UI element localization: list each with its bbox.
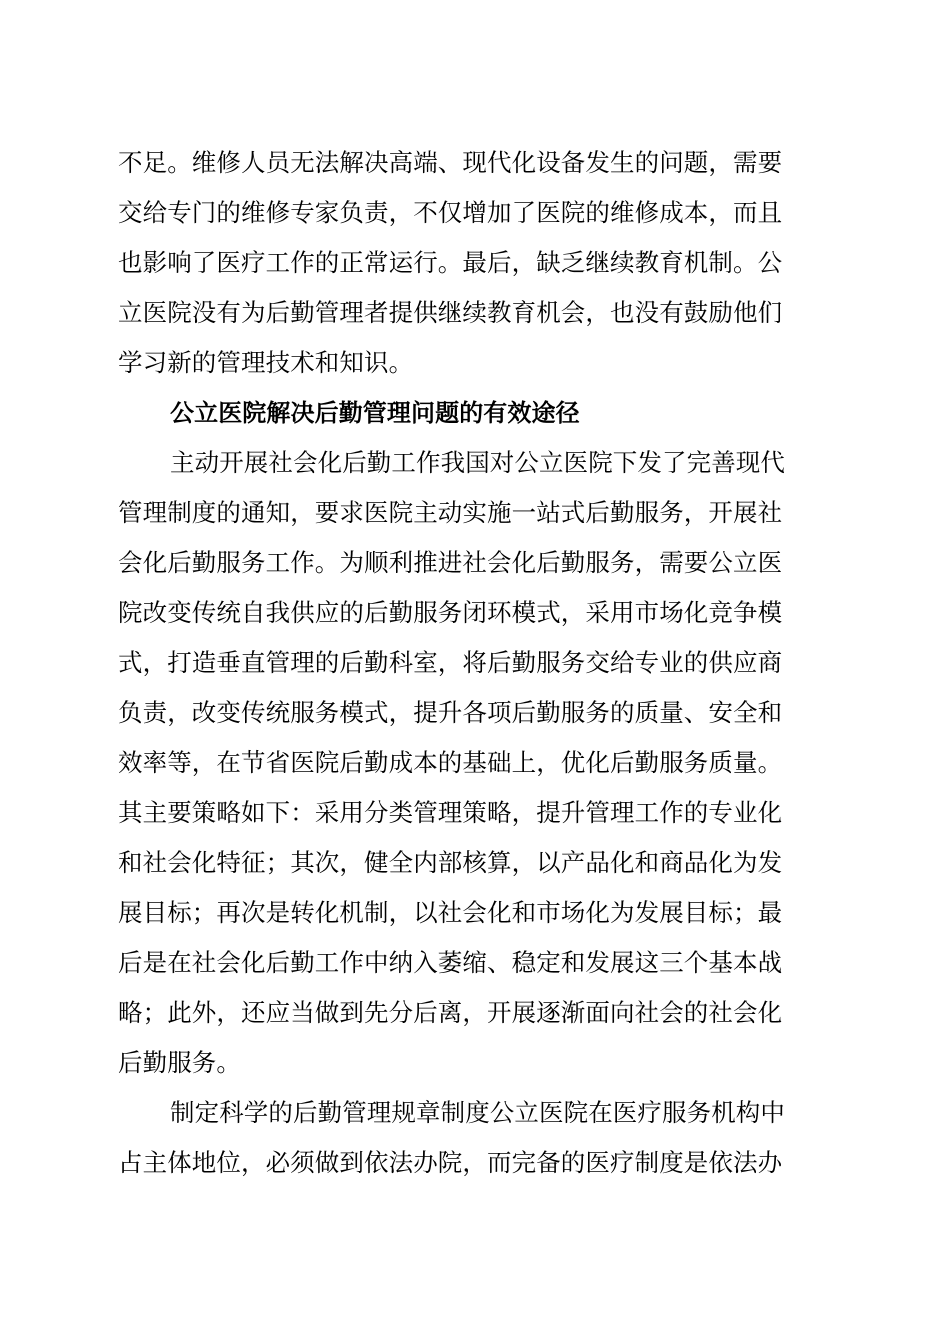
- paragraph-1-line-1: 不足。维修人员无法解决高端、现代化设备发生的问题，需要: [118, 148, 783, 177]
- paragraph-1-line-4: 立医院没有为后勤管理者提供继续教育机会，也没有鼓励他们: [118, 298, 783, 327]
- paragraph-2-line-1: 主动开展社会化后勤工作我国对公立医院下发了完善现代: [170, 448, 785, 477]
- paragraph-1-line-5: 学习新的管理技术和知识。: [118, 348, 414, 377]
- paragraph-2-line-13: 后勤服务。: [118, 1048, 241, 1077]
- paragraph-2-line-8: 其主要策略如下：采用分类管理策略，提升管理工作的专业化: [118, 798, 783, 827]
- paragraph-2-line-12: 略；此外，还应当做到先分后离，开展逐渐面向社会的社会化: [118, 998, 783, 1027]
- paragraph-1-line-2: 交给专门的维修专家负责，不仅增加了医院的维修成本，而且: [118, 198, 783, 227]
- paragraph-2-line-6: 负责，改变传统服务模式，提升各项后勤服务的质量、安全和: [118, 698, 783, 727]
- paragraph-3-line-2: 占主体地位，必须做到依法办院，而完备的医疗制度是依法办: [118, 1148, 783, 1177]
- paragraph-3-line-1: 制定科学的后勤管理规章制度公立医院在医疗服务机构中: [170, 1098, 785, 1127]
- paragraph-2-line-4: 院改变传统自我供应的后勤服务闭环模式，采用市场化竞争模: [118, 598, 783, 627]
- paragraph-2-line-7: 效率等，在节省医院后勤成本的基础上，优化后勤服务质量。: [118, 748, 783, 777]
- paragraph-2-line-11: 后是在社会化后勤工作中纳入萎缩、稳定和发展这三个基本战: [118, 948, 783, 977]
- paragraph-1-line-3: 也影响了医疗工作的正常运行。最后，缺乏继续教育机制。公: [118, 248, 783, 277]
- paragraph-2-line-5: 式，打造垂直管理的后勤科室，将后勤服务交给专业的供应商: [118, 648, 783, 677]
- paragraph-2-line-3: 会化后勤服务工作。为顺利推进社会化后勤服务，需要公立医: [118, 548, 783, 577]
- section-heading: 公立医院解决后勤管理问题的有效途径: [170, 399, 580, 427]
- paragraph-2-line-9: 和社会化特征；其次，健全内部核算，以产品化和商品化为发: [118, 848, 783, 877]
- paragraph-2-line-10: 展目标；再次是转化机制，以社会化和市场化为发展目标；最: [118, 898, 783, 927]
- paragraph-2-line-2: 管理制度的通知，要求医院主动实施一站式后勤服务，开展社: [118, 498, 783, 527]
